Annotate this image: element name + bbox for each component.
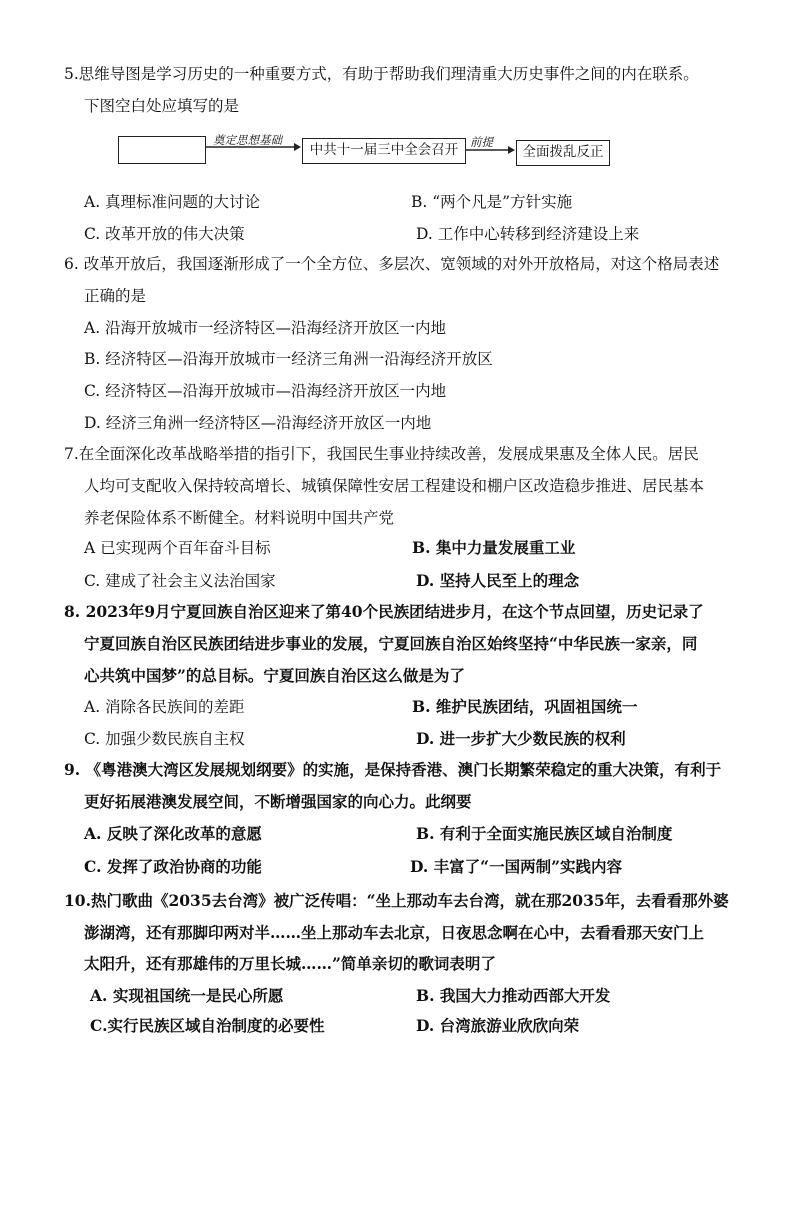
middle-box: 中共十一届三中全会召开 — [302, 138, 466, 164]
arrow-right-icon — [464, 143, 516, 157]
q7-option-d: D. 坚持人民至上的理念 — [416, 571, 580, 590]
blank-box — [118, 136, 206, 164]
q10-option-c: C.实行民族区域自治制度的必要性 — [90, 1016, 325, 1035]
q5-option-d: D. 工作中心转移到经济建设上来 — [416, 225, 640, 243]
arrow-label-foundation: 奠定思想基础 — [213, 133, 282, 147]
q8-stem-line3: 心共筑中国梦”的总目标。宁夏回族自治区这么做是为了 — [84, 666, 465, 685]
q8-option-d: D. 进一步扩大少数民族的权利 — [416, 729, 626, 748]
q6-stem-line1: 6. 改革开放后，我国逐渐形成了一个全方位、多层次、宽领域的对外开放格局，对这个格局表述 — [64, 255, 720, 273]
q8-option-c: C. 加强少数民族自主权 — [84, 730, 245, 748]
q8-option-a: A. 消除各民族间的差距 — [84, 698, 245, 716]
q10-option-a: A. 实现祖国统一是民心所愿 — [90, 986, 284, 1005]
q7-stem-line2: 人均可支配收入保持较高增长、城镇保障性安居工程建设和棚户区改造稳步推进、居民基本 — [84, 477, 705, 495]
q8-stem-line1: 8. 2023年9月宁夏回族自治区迎来了第40个民族团结进步月，在这个节点回望，历史记录了 — [64, 602, 704, 621]
q10-option-b: B. 我国大力推动西部大开发 — [416, 986, 611, 1005]
q7-stem-line3: 养老保险体系不断健全。材料说明中国共产党 — [84, 509, 395, 527]
q6-option-d: D. 经济三角洲一经济特区—沿海经济开放区一内地 — [84, 414, 432, 432]
q8-stem-line2: 宁夏回族自治区民族团结进步事业的发展，宁夏回族自治区始终坚持“中华民族一家亲，同 — [84, 634, 698, 653]
q10-stem-line1: 10.热门歌曲《2035去台湾》被广泛传唱：“坐上那动车去台湾，就在那2035年，去看看那外婆 — [64, 891, 729, 910]
q5-option-a: A. 真理标准问题的大讨论 — [84, 193, 261, 211]
q9-option-c: C. 发挥了政治协商的功能 — [84, 857, 262, 876]
q6-option-b: B. 经济特区—沿海开放城市一经济三角洲一沿海经济开放区 — [84, 350, 493, 368]
right-box: 全面拨乱反正 — [516, 140, 610, 166]
q7-option-c: C. 建成了社会主义法治国家 — [84, 572, 276, 590]
arrow-right-icon — [204, 140, 302, 154]
q7-option-b: B. 集中力量发展重工业 — [412, 538, 576, 557]
q5-option-b: B. “两个凡是”方针实施 — [411, 193, 573, 211]
arrow-label-premise: 前提 — [470, 135, 493, 149]
q8-option-b: B. 维护民族团结，巩固祖国统一 — [412, 697, 638, 716]
q6-option-c: C. 经济特区—沿海开放城市—沿海经济开放区一内地 — [84, 382, 447, 400]
q10-option-d: D. 台湾旅游业欣欣向荣 — [416, 1016, 580, 1035]
q9-option-a: A. 反映了深化改革的意愿 — [84, 824, 262, 843]
q6-stem-line2: 正确的是 — [84, 287, 147, 305]
q10-stem-line2: 澎湖湾，还有那脚印两对半……坐上那动车去北京，日夜思念啊在心中，去看看那天安门上 — [84, 923, 705, 942]
q6-option-a: A. 沿海开放城市一经济特区—沿海经济开放区一内地 — [84, 319, 447, 337]
q9-option-d: D. 丰富了“一国两制”实践内容 — [410, 857, 623, 876]
q5-stem-line2: 下图空白处应填写的是 — [84, 97, 240, 115]
q5-stem-line1: 5.思维导图是学习历史的一种重要方式，有助于帮助我们理清重大历史事件之间的内在联系。 — [64, 65, 699, 83]
q9-stem-line2: 更好拓展港澳发展空间，不断增强国家的向心力。此纲要 — [84, 792, 472, 811]
q10-stem-line3: 太阳升，还有那雄伟的万里长城……”简单亲切的歌词表明了 — [84, 954, 496, 973]
q9-stem-line1: 9. 《粤港澳大湾区发展规划纲要》的实施，是保持香港、澳门长期繁荣稳定的重大决策，有利于 — [64, 760, 722, 779]
q5-option-c: C. 改革开放的伟大决策 — [84, 225, 245, 243]
q7-option-a: A 已实现两个百年奋斗目标 — [84, 539, 271, 557]
q7-stem-line1: 7.在全面深化改革战略举措的指引下，我国民生事业持续改善，发展成果惠及全体人民。居民 — [64, 445, 699, 463]
q9-option-b: B. 有利于全面实施民族区域自治制度 — [416, 824, 673, 843]
